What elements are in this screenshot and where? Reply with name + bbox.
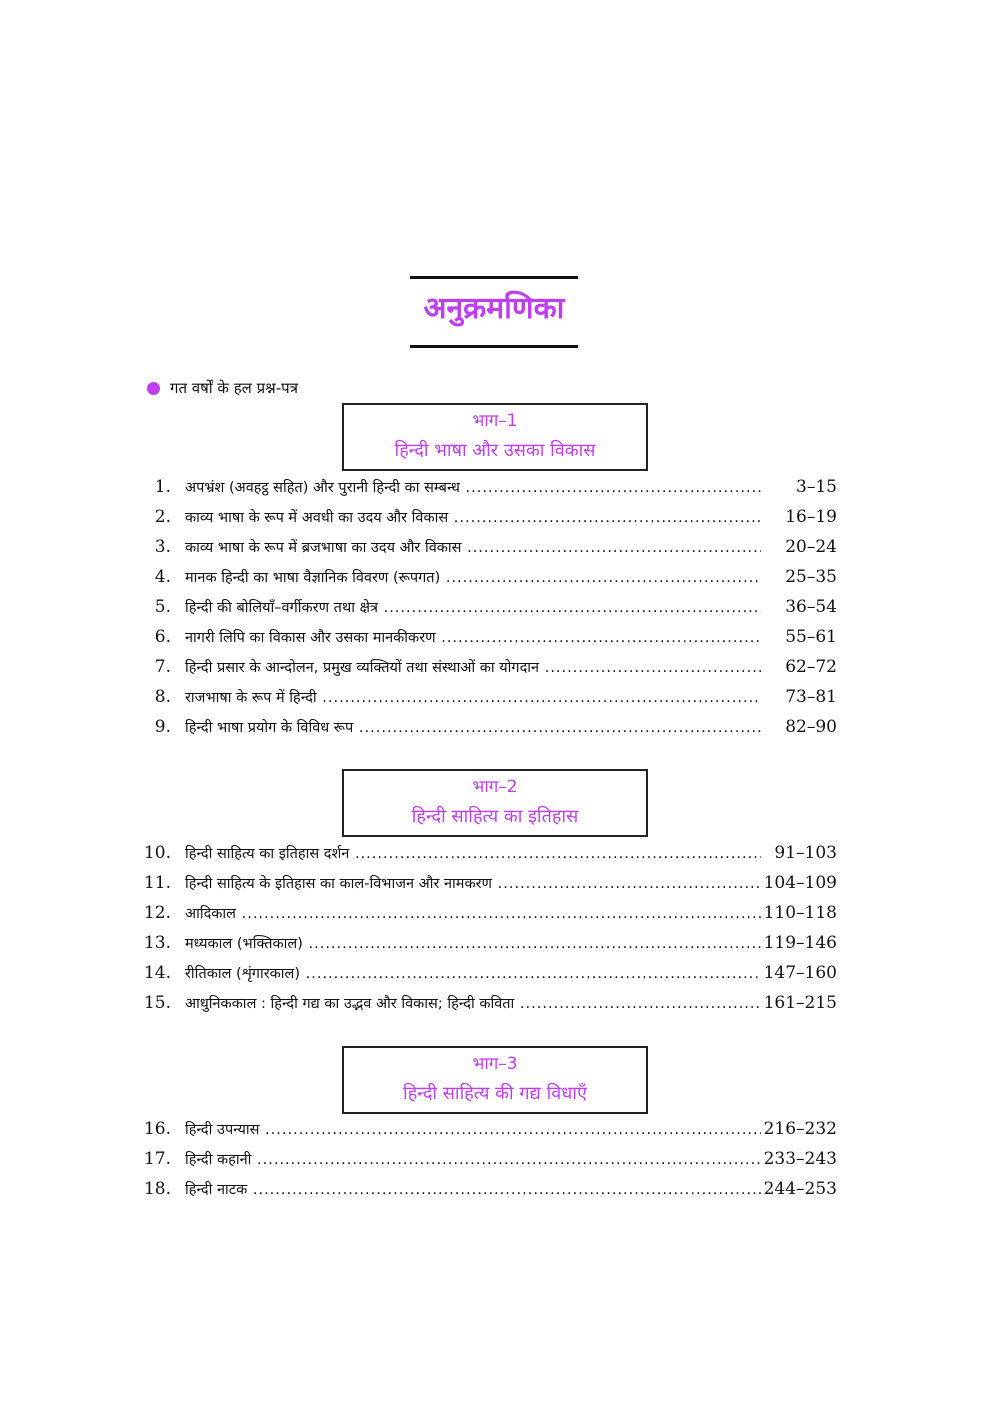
entry-number: 9.: [154, 717, 171, 737]
entry-pages: 104–109: [763, 873, 837, 893]
toc-entry[interactable]: [140, 682, 837, 712]
toc-entry[interactable]: [140, 562, 837, 592]
toc-entry[interactable]: [140, 838, 837, 868]
toc-entry[interactable]: [140, 622, 837, 652]
entry-pages: 20–24: [785, 537, 837, 557]
toc-entry[interactable]: [140, 1144, 837, 1174]
toc-entry[interactable]: [140, 988, 837, 1018]
entry-pages: 161–215: [763, 993, 837, 1013]
toc-entry[interactable]: [140, 532, 837, 562]
entry-number: 15.: [143, 993, 171, 1013]
entry-pages: 216–232: [763, 1119, 837, 1139]
part-subject: हिन्दी साहित्य का इतिहास: [411, 806, 579, 827]
toc-entry[interactable]: [140, 472, 837, 502]
entry-number: 17.: [143, 1149, 171, 1169]
entry-title: हिन्दी साहित्य का इतिहास दर्शन .....: [185, 843, 761, 863]
entry-title: राजभाषा के रूप में हिन्दी .....: [185, 687, 761, 707]
entry-title: नागरी लिपि का विकास और उसका मानकीकरण .....: [185, 627, 761, 647]
entry-title: हिन्दी उपन्यास .....: [185, 1119, 761, 1139]
entry-title: अपभ्रंश (अवहट्ठ सहित) और पुरानी हिन्दी का सम्बन्ध .....: [185, 477, 761, 497]
entry-pages: 73–81: [785, 687, 837, 707]
previous-papers-entry: [147, 378, 298, 398]
entry-title: हिन्दी कहानी .....: [185, 1149, 761, 1169]
entry-number: 8.: [154, 687, 171, 707]
entry-title: हिन्दी प्रसार के आन्दोलन, प्रमुख व्यक्तियों तथा संस्थाओं का योगदान .....: [185, 657, 761, 677]
toc-entry[interactable]: [140, 928, 837, 958]
entry-pages: 244–253: [763, 1179, 837, 1199]
entry-title: आदिकाल .....: [185, 903, 761, 923]
entry-title: काव्य भाषा के रूप में अवधी का उदय और विकास .....: [185, 507, 761, 527]
previous-papers-label: गत वर्षों के हल प्रश्न-पत्र: [170, 379, 298, 397]
part-1-heading: [342, 403, 648, 471]
part-2-list: [140, 838, 837, 1018]
entry-pages: 36–54: [785, 597, 837, 617]
entry-pages: 25–35: [785, 567, 837, 587]
entry-title: हिन्दी साहित्य के इतिहास का काल-विभाजन और नामकरण .....: [185, 873, 761, 893]
entry-number: 2.: [154, 507, 171, 527]
entry-pages: 16–19: [785, 507, 837, 527]
entry-title: हिन्दी भाषा प्रयोग के विविध रूप .....: [185, 717, 761, 737]
entry-number: 11.: [143, 873, 171, 893]
entry-number: 12.: [143, 903, 171, 923]
entry-number: 16.: [143, 1119, 171, 1139]
part-subject: हिन्दी साहित्य की गद्य विधाएँ: [403, 1083, 587, 1104]
toc-entry[interactable]: [140, 958, 837, 988]
entry-number: 6.: [154, 627, 171, 647]
entry-pages: 3–15: [796, 477, 837, 497]
entry-pages: 55–61: [785, 627, 837, 647]
entry-number: 4.: [154, 567, 171, 587]
part-subject: हिन्दी भाषा और उसका विकास: [394, 440, 596, 461]
entry-number: 14.: [143, 963, 171, 983]
bullet-icon: [147, 382, 160, 395]
part-1-list: [140, 472, 837, 742]
entry-number: 13.: [143, 933, 171, 953]
title-block: [410, 276, 578, 348]
toc-entry[interactable]: [140, 592, 837, 622]
entry-number: 5.: [154, 597, 171, 617]
part-3-list: [140, 1114, 837, 1204]
entry-title: मानक हिन्दी का भाषा वैज्ञानिक विवरण (रूपगत) .....: [185, 567, 761, 587]
page-title: अनुक्रमणिका: [423, 291, 565, 326]
entry-number: 10.: [143, 843, 171, 863]
entry-pages: 147–160: [763, 963, 837, 983]
entry-title: मध्यकाल (भक्तिकाल) .....: [185, 933, 761, 953]
toc-entry[interactable]: [140, 898, 837, 928]
part-2-heading: [342, 769, 648, 837]
entry-pages: 119–146: [763, 933, 837, 953]
part-label: भाग–2: [472, 777, 518, 797]
toc-entry[interactable]: [140, 502, 837, 532]
toc-entry[interactable]: [140, 868, 837, 898]
entry-pages: 82–90: [785, 717, 837, 737]
entry-number: 3.: [154, 537, 171, 557]
part-3-heading: [342, 1046, 648, 1114]
entry-title: आधुनिककाल : हिन्दी गद्य का उद्भव और विकास; हिन्दी कविता .....: [185, 993, 761, 1013]
entry-title: काव्य भाषा के रूप में ब्रजभाषा का उदय और विकास .....: [185, 537, 761, 557]
entry-pages: 62–72: [785, 657, 837, 677]
entry-number: 18.: [143, 1179, 171, 1199]
entry-title: रीतिकाल (शृंगारकाल) .....: [185, 963, 761, 983]
entry-pages: 91–103: [774, 843, 837, 863]
entry-number: 7.: [154, 657, 171, 677]
toc-entry[interactable]: [140, 712, 837, 742]
entry-number: 1.: [154, 477, 171, 497]
part-label: भाग–3: [472, 1054, 518, 1074]
entry-pages: 233–243: [763, 1149, 837, 1169]
toc-entry[interactable]: [140, 652, 837, 682]
entry-title: हिन्दी नाटक .....: [185, 1179, 761, 1199]
part-label: भाग–1: [472, 411, 518, 431]
entry-pages: 110–118: [763, 903, 837, 923]
toc-entry[interactable]: [140, 1174, 837, 1204]
entry-title: हिन्दी की बोलियाँ–वर्गीकरण तथा क्षेत्र .....: [185, 597, 761, 617]
toc-entry[interactable]: [140, 1114, 837, 1144]
